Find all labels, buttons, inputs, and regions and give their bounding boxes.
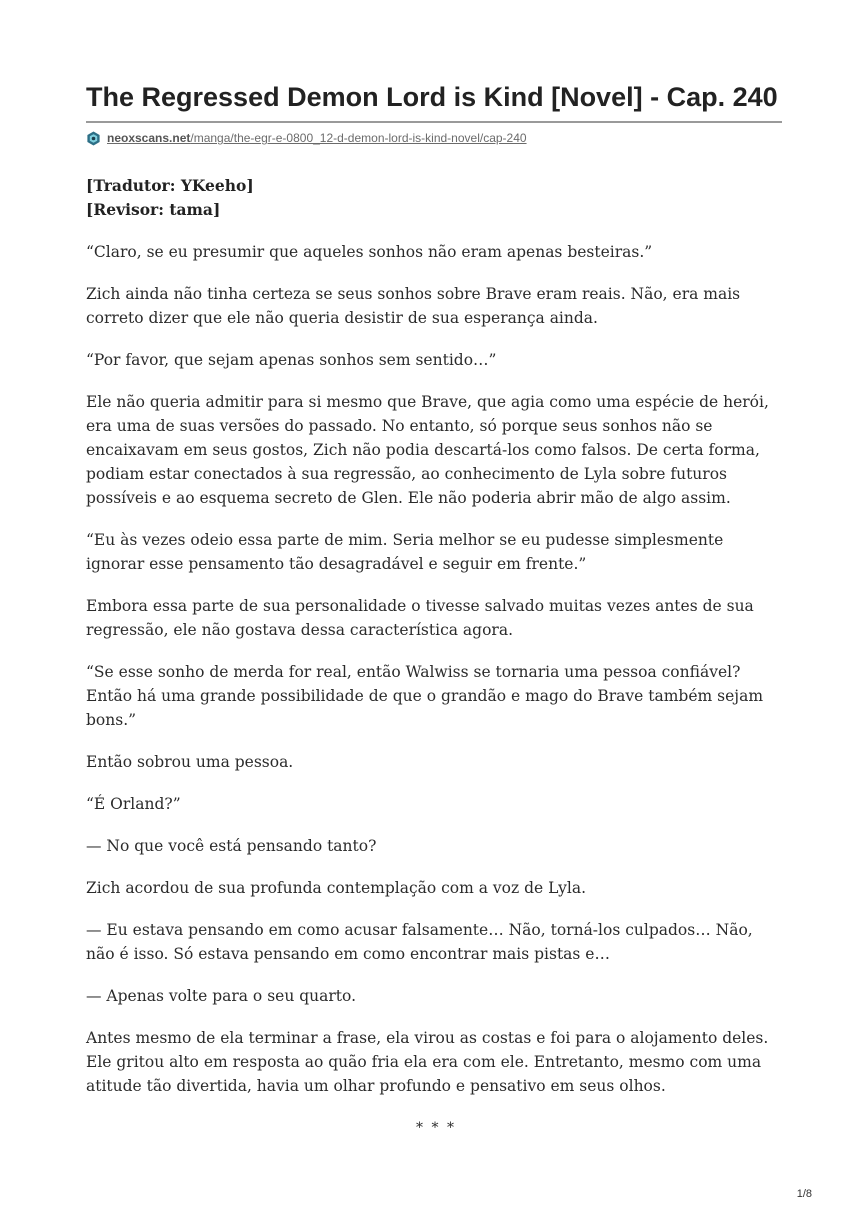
paragraph: Embora essa parte de sua personalidade o tivesse salvado muitas vezes antes de sua regressão, ele não gostava dessa característica agora. xyxy=(86,597,754,639)
paragraph: — Apenas volte para o seu quarto. xyxy=(86,987,357,1005)
title-divider xyxy=(86,121,782,123)
paragraph: Ele não queria admitir para si mesmo que Brave, que agia como uma espécie de herói, era uma de suas versões do passado. No entanto, só porque seus sonhos não se encaixavam em seus gostos, Zich não podia descartá-los como falsos. De certa forma, podiam estar conectados à sua regressão, ao conhecimento de Lyla sobre futuros possíveis e ao esquema secreto de Glen. Ele não poderia abrir mão de algo assim. xyxy=(86,393,769,507)
scene-separator: * * * xyxy=(416,1120,456,1136)
reviewer-credit: [Revisor: tama] xyxy=(86,200,221,219)
chapter-credits xyxy=(86,174,786,222)
page-title: The Regressed Demon Lord is Kind [Novel] - Cap. 240 xyxy=(86,82,778,112)
paragraph: — No que você está pensando tanto? xyxy=(86,837,377,855)
paragraph: “Eu às vezes odeio essa parte de mim. Seria melhor se eu pudesse simplesmente ignorar esse pensamento tão desagradável e seguir em frente.” xyxy=(86,531,724,573)
source-domain: neoxscans.net xyxy=(107,131,191,145)
paragraph: Antes mesmo de ela terminar a frase, ela virou as costas e foi para o alojamento deles. Ele gritou alto em resposta ao quão fria ela era com ele. Entretanto, mesmo com uma atitude tão divertida, havia um olhar profundo e pensativo em seus olhos. xyxy=(86,1029,769,1095)
source-path: /manga/the-egr-e-0800_12-d-demon-lord-is-kind-novel/cap-240 xyxy=(190,131,527,145)
source-link[interactable] xyxy=(107,131,527,145)
paragraph: “É Orland?” xyxy=(86,795,181,813)
paragraph: — Eu estava pensando em como acusar falsamente… Não, torná-los culpados… Não, não é isso. Só estava pensando em como encontrar mais pistas e… xyxy=(86,921,753,963)
paragraph: “Claro, se eu presumir que aqueles sonhos não eram apenas besteiras.” xyxy=(86,243,653,261)
translator-credit: [Tradutor: YKeeho] xyxy=(86,176,254,195)
paragraph: Então sobrou uma pessoa. xyxy=(86,753,294,771)
paragraph: Zich ainda não tinha certeza se seus sonhos sobre Brave eram reais. Não, era mais correto dizer que ele não queria desistir de sua esperança ainda. xyxy=(86,285,741,327)
site-logo-icon xyxy=(86,131,101,146)
source-url[interactable] xyxy=(86,128,527,148)
paragraph: “Por favor, que sejam apenas sonhos sem sentido…” xyxy=(86,351,497,369)
paragraph: Zich acordou de sua profunda contemplação com a voz de Lyla. xyxy=(86,879,587,897)
page-number: 1/8 xyxy=(796,1188,812,1200)
paragraph: “Se esse sonho de merda for real, então Walwiss se tornaria uma pessoa confiável? Então há uma grande possibilidade de que o grandão e mago do Brave também sejam bons.” xyxy=(86,663,764,729)
chapter-body xyxy=(86,174,786,1140)
